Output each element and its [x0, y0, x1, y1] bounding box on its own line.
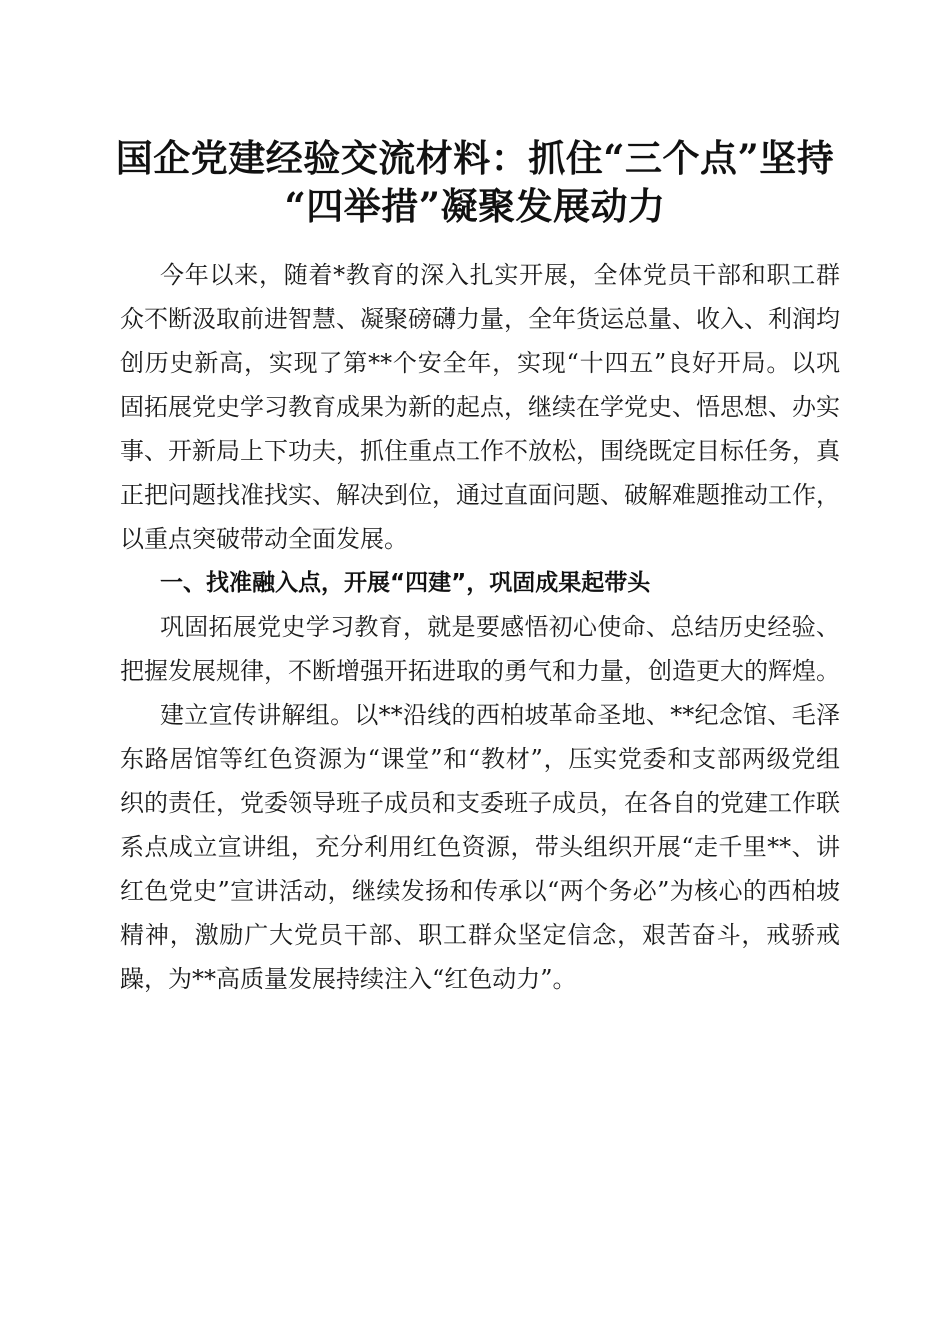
title-line-2: “四举措”凝聚发展动力 — [284, 184, 666, 228]
paragraph-propaganda-group: 建立宣传讲解组。以**沿线的西柏坡革命圣地、**纪念馆、毛泽东路居馆等红色资源为“课堂”和“教材”，压实党委和支部两级党组织的责任，党委领导班子成员和支委班子成员，在各自的党建工作联系点成立宣讲组，充分利用红色资源，带头组织开展“走千里**、讲红色党史”宣讲活动，继续发扬和传承以“两个务必”为核心的西柏坡精神，激励广大党员干部、职工群众坚定信念，艰苦奋斗，戒骄戒躁，为**高质量发展持续注入“红色动力”。 — [120, 701, 840, 993]
document-body — [120, 253, 840, 1001]
section-heading-1: 一、找准融入点，开展“四建”，巩固成果起带头 — [160, 570, 651, 596]
document-title — [100, 134, 850, 230]
title-line-1: 国企党建经验交流材料：抓住“三个点”坚持 — [115, 136, 835, 180]
paragraph-section-1-intro: 巩固拓展党史学习教育，就是要感悟初心使命、总结历史经验、把握发展规律，不断增强开拓进取的勇气和力量，创造更大的辉煌。 — [120, 613, 840, 685]
paragraph-intro: 今年以来，随着*教育的深入扎实开展，全体党员干部和职工群众不断汲取前进智慧、凝聚磅礴力量，全年货运总量、收入、利润均创历史新高，实现了第**个安全年，实现“十四五”良好开局。以巩固拓展党史学习教育成果为新的起点，继续在学党史、悟思想、办实事、开新局上下功夫，抓住重点工作不放松，围绕既定目标任务，真正把问题找准找实、解决到位，通过直面问题、破解难题推动工作，以重点突破带动全面发展。 — [120, 261, 840, 553]
